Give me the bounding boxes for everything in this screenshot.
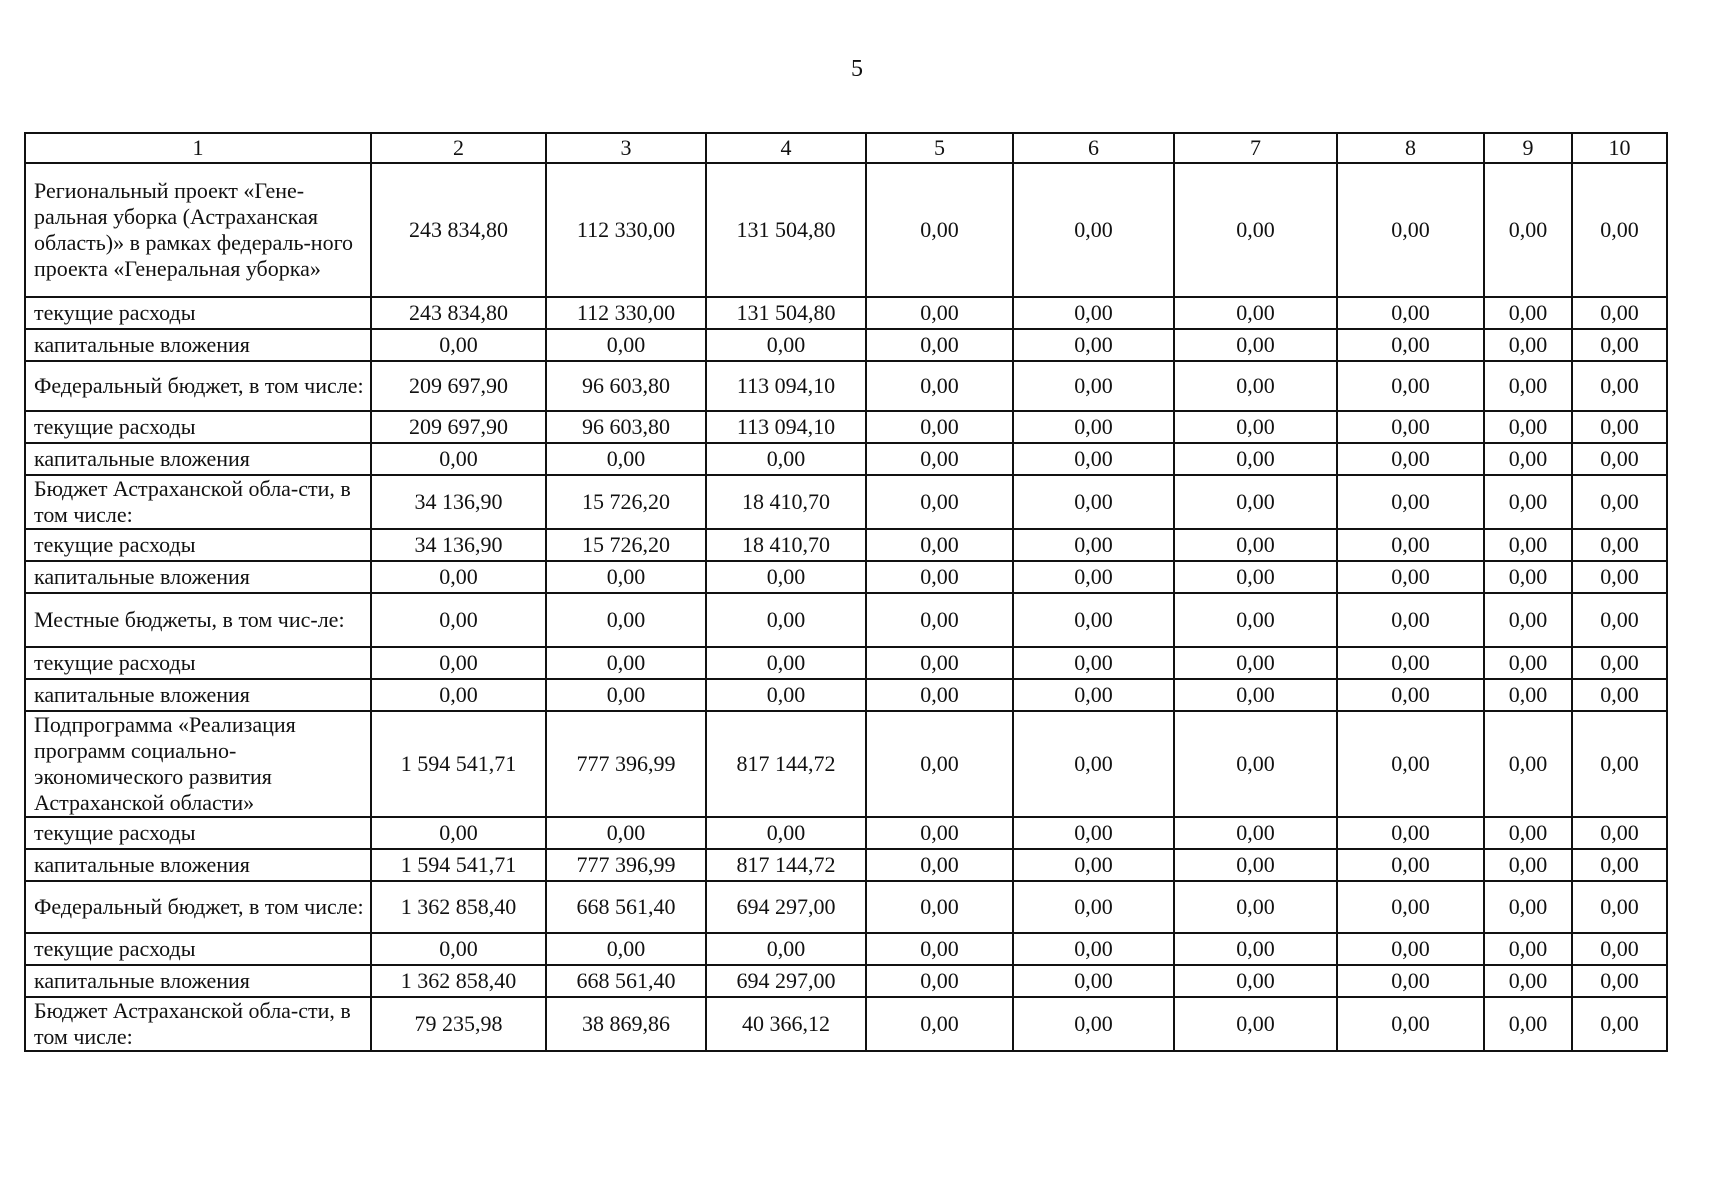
table-cell: 0,00: [1013, 443, 1174, 475]
table-cell: 0,00: [1174, 443, 1337, 475]
table-row: [25, 361, 1667, 411]
table-cell: 0,00: [546, 933, 706, 965]
table-cell: 0,00: [1572, 817, 1667, 849]
table-cell: 0,00: [1572, 561, 1667, 593]
table-cell: 0,00: [1174, 297, 1337, 329]
column-header: 1: [25, 133, 371, 163]
table-cell: 0,00: [866, 711, 1013, 817]
table-cell: 777 396,99: [546, 711, 706, 817]
table-cell: 0,00: [1337, 297, 1484, 329]
table-cell: 1 594 541,71: [371, 711, 546, 817]
table-cell: 0,00: [1174, 593, 1337, 647]
table-cell: 0,00: [371, 561, 546, 593]
table-cell: 0,00: [1013, 593, 1174, 647]
table-cell: 0,00: [1174, 529, 1337, 561]
table-cell: 0,00: [1174, 965, 1337, 997]
table-cell: 18 410,70: [706, 475, 866, 529]
row-label: Бюджет Астраханской обла-сти, в том числе:: [25, 475, 371, 529]
table-cell: 0,00: [706, 593, 866, 647]
table-cell: 0,00: [1013, 711, 1174, 817]
table-cell: 0,00: [1484, 361, 1572, 411]
table-cell: 15 726,20: [546, 529, 706, 561]
table-cell: 0,00: [706, 647, 866, 679]
table-cell: 0,00: [1484, 561, 1572, 593]
table-cell: 0,00: [1174, 679, 1337, 711]
table-row: [25, 849, 1667, 881]
table-cell: 0,00: [1337, 329, 1484, 361]
table-cell: 0,00: [1572, 965, 1667, 997]
row-label: Местные бюджеты, в том чис-ле:: [25, 593, 371, 647]
table-cell: 0,00: [1484, 529, 1572, 561]
table-cell: 0,00: [1013, 881, 1174, 933]
table-cell: 0,00: [1013, 411, 1174, 443]
table-cell: 0,00: [1484, 933, 1572, 965]
table-cell: 96 603,80: [546, 361, 706, 411]
table-cell: 1 594 541,71: [371, 849, 546, 881]
table-cell: 0,00: [1572, 679, 1667, 711]
table-cell: 0,00: [1337, 817, 1484, 849]
table-cell: 0,00: [1013, 529, 1174, 561]
row-label: Федеральный бюджет, в том числе:: [25, 881, 371, 933]
column-header: 7: [1174, 133, 1337, 163]
table-cell: 0,00: [1484, 593, 1572, 647]
table-cell: 0,00: [1484, 297, 1572, 329]
table-cell: 0,00: [1013, 965, 1174, 997]
table-cell: 0,00: [1337, 361, 1484, 411]
table-cell: 0,00: [1174, 163, 1337, 297]
row-label: текущие расходы: [25, 529, 371, 561]
column-header: 6: [1013, 133, 1174, 163]
table-row: [25, 679, 1667, 711]
table-cell: 0,00: [866, 443, 1013, 475]
table-row: [25, 933, 1667, 965]
table-cell: 0,00: [546, 443, 706, 475]
table-cell: 0,00: [1013, 647, 1174, 679]
table-cell: 0,00: [546, 647, 706, 679]
row-label: Бюджет Астраханской обла-сти, в том числе:: [25, 997, 371, 1051]
table-cell: 0,00: [1174, 361, 1337, 411]
table-cell: 0,00: [706, 329, 866, 361]
row-label: текущие расходы: [25, 297, 371, 329]
table-cell: 0,00: [1337, 411, 1484, 443]
table-cell: 0,00: [546, 679, 706, 711]
table-cell: 0,00: [866, 679, 1013, 711]
table-cell: 0,00: [371, 679, 546, 711]
table-row: [25, 475, 1667, 529]
column-header: 9: [1484, 133, 1572, 163]
table-cell: 0,00: [1572, 529, 1667, 561]
table-cell: 0,00: [1174, 997, 1337, 1051]
table-cell: 0,00: [866, 329, 1013, 361]
table-cell: 0,00: [1337, 475, 1484, 529]
table-cell: 0,00: [706, 561, 866, 593]
table-cell: 0,00: [1484, 475, 1572, 529]
table-cell: 112 330,00: [546, 163, 706, 297]
table-cell: 0,00: [1484, 881, 1572, 933]
table-cell: 0,00: [1013, 849, 1174, 881]
table-cell: 0,00: [1174, 647, 1337, 679]
table-cell: 0,00: [1572, 593, 1667, 647]
row-label: капитальные вложения: [25, 965, 371, 997]
table-cell: 209 697,90: [371, 411, 546, 443]
table-cell: 0,00: [1484, 163, 1572, 297]
table-cell: 38 869,86: [546, 997, 706, 1051]
table-cell: 0,00: [866, 475, 1013, 529]
table-cell: 777 396,99: [546, 849, 706, 881]
table-cell: 0,00: [1174, 561, 1337, 593]
budget-table: [24, 132, 1668, 1052]
table-cell: 0,00: [1174, 817, 1337, 849]
table-cell: 0,00: [1013, 933, 1174, 965]
table-cell: 15 726,20: [546, 475, 706, 529]
table-cell: 0,00: [1337, 647, 1484, 679]
table-cell: 0,00: [1174, 849, 1337, 881]
table-cell: 131 504,80: [706, 163, 866, 297]
table-cell: 0,00: [1572, 475, 1667, 529]
row-label: капитальные вложения: [25, 849, 371, 881]
table-cell: 817 144,72: [706, 849, 866, 881]
table-cell: 1 362 858,40: [371, 965, 546, 997]
table-cell: 0,00: [1572, 933, 1667, 965]
table-row: [25, 647, 1667, 679]
table-cell: 694 297,00: [706, 881, 866, 933]
row-label: текущие расходы: [25, 647, 371, 679]
row-label: текущие расходы: [25, 933, 371, 965]
column-header: 10: [1572, 133, 1667, 163]
column-header: 4: [706, 133, 866, 163]
table-row: [25, 411, 1667, 443]
row-label: текущие расходы: [25, 411, 371, 443]
table-cell: 0,00: [1484, 965, 1572, 997]
table-cell: 0,00: [371, 593, 546, 647]
table-row: [25, 561, 1667, 593]
table-cell: 0,00: [1572, 361, 1667, 411]
table-cell: 0,00: [866, 881, 1013, 933]
table-row: [25, 997, 1667, 1051]
table-cell: 0,00: [1572, 411, 1667, 443]
table-cell: 0,00: [1013, 475, 1174, 529]
table-cell: 0,00: [1337, 965, 1484, 997]
column-header: 5: [866, 133, 1013, 163]
table-cell: 0,00: [866, 561, 1013, 593]
table-cell: 0,00: [1337, 561, 1484, 593]
table-cell: 209 697,90: [371, 361, 546, 411]
table-row: [25, 329, 1667, 361]
table-cell: 112 330,00: [546, 297, 706, 329]
table-cell: 0,00: [866, 297, 1013, 329]
table-row: [25, 817, 1667, 849]
table-cell: 0,00: [1572, 997, 1667, 1051]
row-label: капитальные вложения: [25, 329, 371, 361]
table-row: [25, 965, 1667, 997]
table-cell: 18 410,70: [706, 529, 866, 561]
table-cell: 0,00: [1337, 881, 1484, 933]
table-row: [25, 163, 1667, 297]
column-header: 2: [371, 133, 546, 163]
table-cell: 0,00: [1337, 163, 1484, 297]
table-cell: 0,00: [1337, 679, 1484, 711]
table-cell: 0,00: [371, 817, 546, 849]
table-cell: 0,00: [546, 329, 706, 361]
table-cell: 0,00: [1484, 679, 1572, 711]
table-cell: 113 094,10: [706, 361, 866, 411]
table-cell: 0,00: [1174, 881, 1337, 933]
table-cell: 0,00: [1572, 711, 1667, 817]
table-cell: 0,00: [866, 529, 1013, 561]
table-cell: 0,00: [866, 411, 1013, 443]
table-cell: 0,00: [1013, 561, 1174, 593]
table-cell: 0,00: [1174, 475, 1337, 529]
table-cell: 0,00: [1337, 711, 1484, 817]
table-cell: 0,00: [1484, 997, 1572, 1051]
table-cell: 0,00: [1484, 817, 1572, 849]
table-cell: 668 561,40: [546, 965, 706, 997]
table-row: [25, 443, 1667, 475]
table-cell: 0,00: [1484, 411, 1572, 443]
table-cell: 0,00: [1484, 849, 1572, 881]
header-row: [25, 133, 1667, 163]
table-cell: 0,00: [706, 933, 866, 965]
table-cell: 0,00: [1174, 711, 1337, 817]
table-cell: 0,00: [866, 997, 1013, 1051]
table-cell: 0,00: [1484, 329, 1572, 361]
table-cell: 0,00: [546, 817, 706, 849]
page-number: 5: [851, 56, 863, 82]
table-row: [25, 881, 1667, 933]
table-cell: 694 297,00: [706, 965, 866, 997]
table-cell: 131 504,80: [706, 297, 866, 329]
table-cell: 0,00: [546, 593, 706, 647]
table-cell: 0,00: [1013, 329, 1174, 361]
table-cell: 0,00: [371, 443, 546, 475]
table-cell: 0,00: [1337, 443, 1484, 475]
table-cell: 0,00: [866, 817, 1013, 849]
table-cell: 0,00: [1572, 297, 1667, 329]
table-cell: 0,00: [1572, 881, 1667, 933]
table-cell: 0,00: [1572, 849, 1667, 881]
table-cell: 0,00: [1013, 817, 1174, 849]
table-cell: 0,00: [866, 163, 1013, 297]
table-cell: 0,00: [1337, 933, 1484, 965]
table-cell: 0,00: [1174, 411, 1337, 443]
table-cell: 0,00: [1572, 329, 1667, 361]
table-cell: 0,00: [1174, 933, 1337, 965]
table-cell: 243 834,80: [371, 163, 546, 297]
table-cell: 0,00: [371, 647, 546, 679]
table-cell: 0,00: [1013, 679, 1174, 711]
table-cell: 0,00: [866, 647, 1013, 679]
table-cell: 34 136,90: [371, 475, 546, 529]
table-cell: 0,00: [1572, 443, 1667, 475]
table-cell: 0,00: [1484, 711, 1572, 817]
table-cell: 113 094,10: [706, 411, 866, 443]
table-cell: 40 366,12: [706, 997, 866, 1051]
table-cell: 0,00: [866, 965, 1013, 997]
table-cell: 0,00: [1337, 593, 1484, 647]
table-cell: 0,00: [1337, 997, 1484, 1051]
row-label: Региональный проект «Гене-ральная уборка (Астраханская область)» в рамках федераль-ного проекта «Генеральная уборка»: [25, 163, 371, 297]
row-label: капитальные вложения: [25, 679, 371, 711]
column-header: 3: [546, 133, 706, 163]
table-row: [25, 711, 1667, 817]
table-row: [25, 529, 1667, 561]
table-cell: 0,00: [706, 817, 866, 849]
table-cell: 34 136,90: [371, 529, 546, 561]
row-label: капитальные вложения: [25, 561, 371, 593]
row-label: текущие расходы: [25, 817, 371, 849]
table-cell: 0,00: [1572, 647, 1667, 679]
table-cell: 0,00: [866, 933, 1013, 965]
table-cell: 0,00: [1337, 849, 1484, 881]
table-cell: 0,00: [1013, 163, 1174, 297]
table-cell: 0,00: [371, 329, 546, 361]
table-cell: 0,00: [1013, 997, 1174, 1051]
table-cell: 0,00: [1572, 163, 1667, 297]
table-cell: 0,00: [1174, 329, 1337, 361]
table-row: [25, 297, 1667, 329]
table-cell: 96 603,80: [546, 411, 706, 443]
table-cell: 0,00: [866, 849, 1013, 881]
table-cell: 79 235,98: [371, 997, 546, 1051]
row-label: Федеральный бюджет, в том числе:: [25, 361, 371, 411]
table-cell: 0,00: [1013, 297, 1174, 329]
table-cell: 668 561,40: [546, 881, 706, 933]
table-cell: 0,00: [1484, 443, 1572, 475]
table-cell: 0,00: [1484, 647, 1572, 679]
table-cell: 0,00: [1337, 529, 1484, 561]
table-row: [25, 593, 1667, 647]
table-cell: 0,00: [1013, 361, 1174, 411]
column-header: 8: [1337, 133, 1484, 163]
table-cell: 0,00: [866, 593, 1013, 647]
table-cell: 0,00: [546, 561, 706, 593]
table-cell: 817 144,72: [706, 711, 866, 817]
row-label: Подпрограмма «Реализация программ социально-экономического развития Астраханской области»: [25, 711, 371, 817]
table-cell: 0,00: [371, 933, 546, 965]
table-body: [25, 163, 1667, 1051]
table-cell: 0,00: [706, 679, 866, 711]
table-cell: 1 362 858,40: [371, 881, 546, 933]
table-cell: 243 834,80: [371, 297, 546, 329]
row-label: капитальные вложения: [25, 443, 371, 475]
table-cell: 0,00: [866, 361, 1013, 411]
table-cell: 0,00: [706, 443, 866, 475]
